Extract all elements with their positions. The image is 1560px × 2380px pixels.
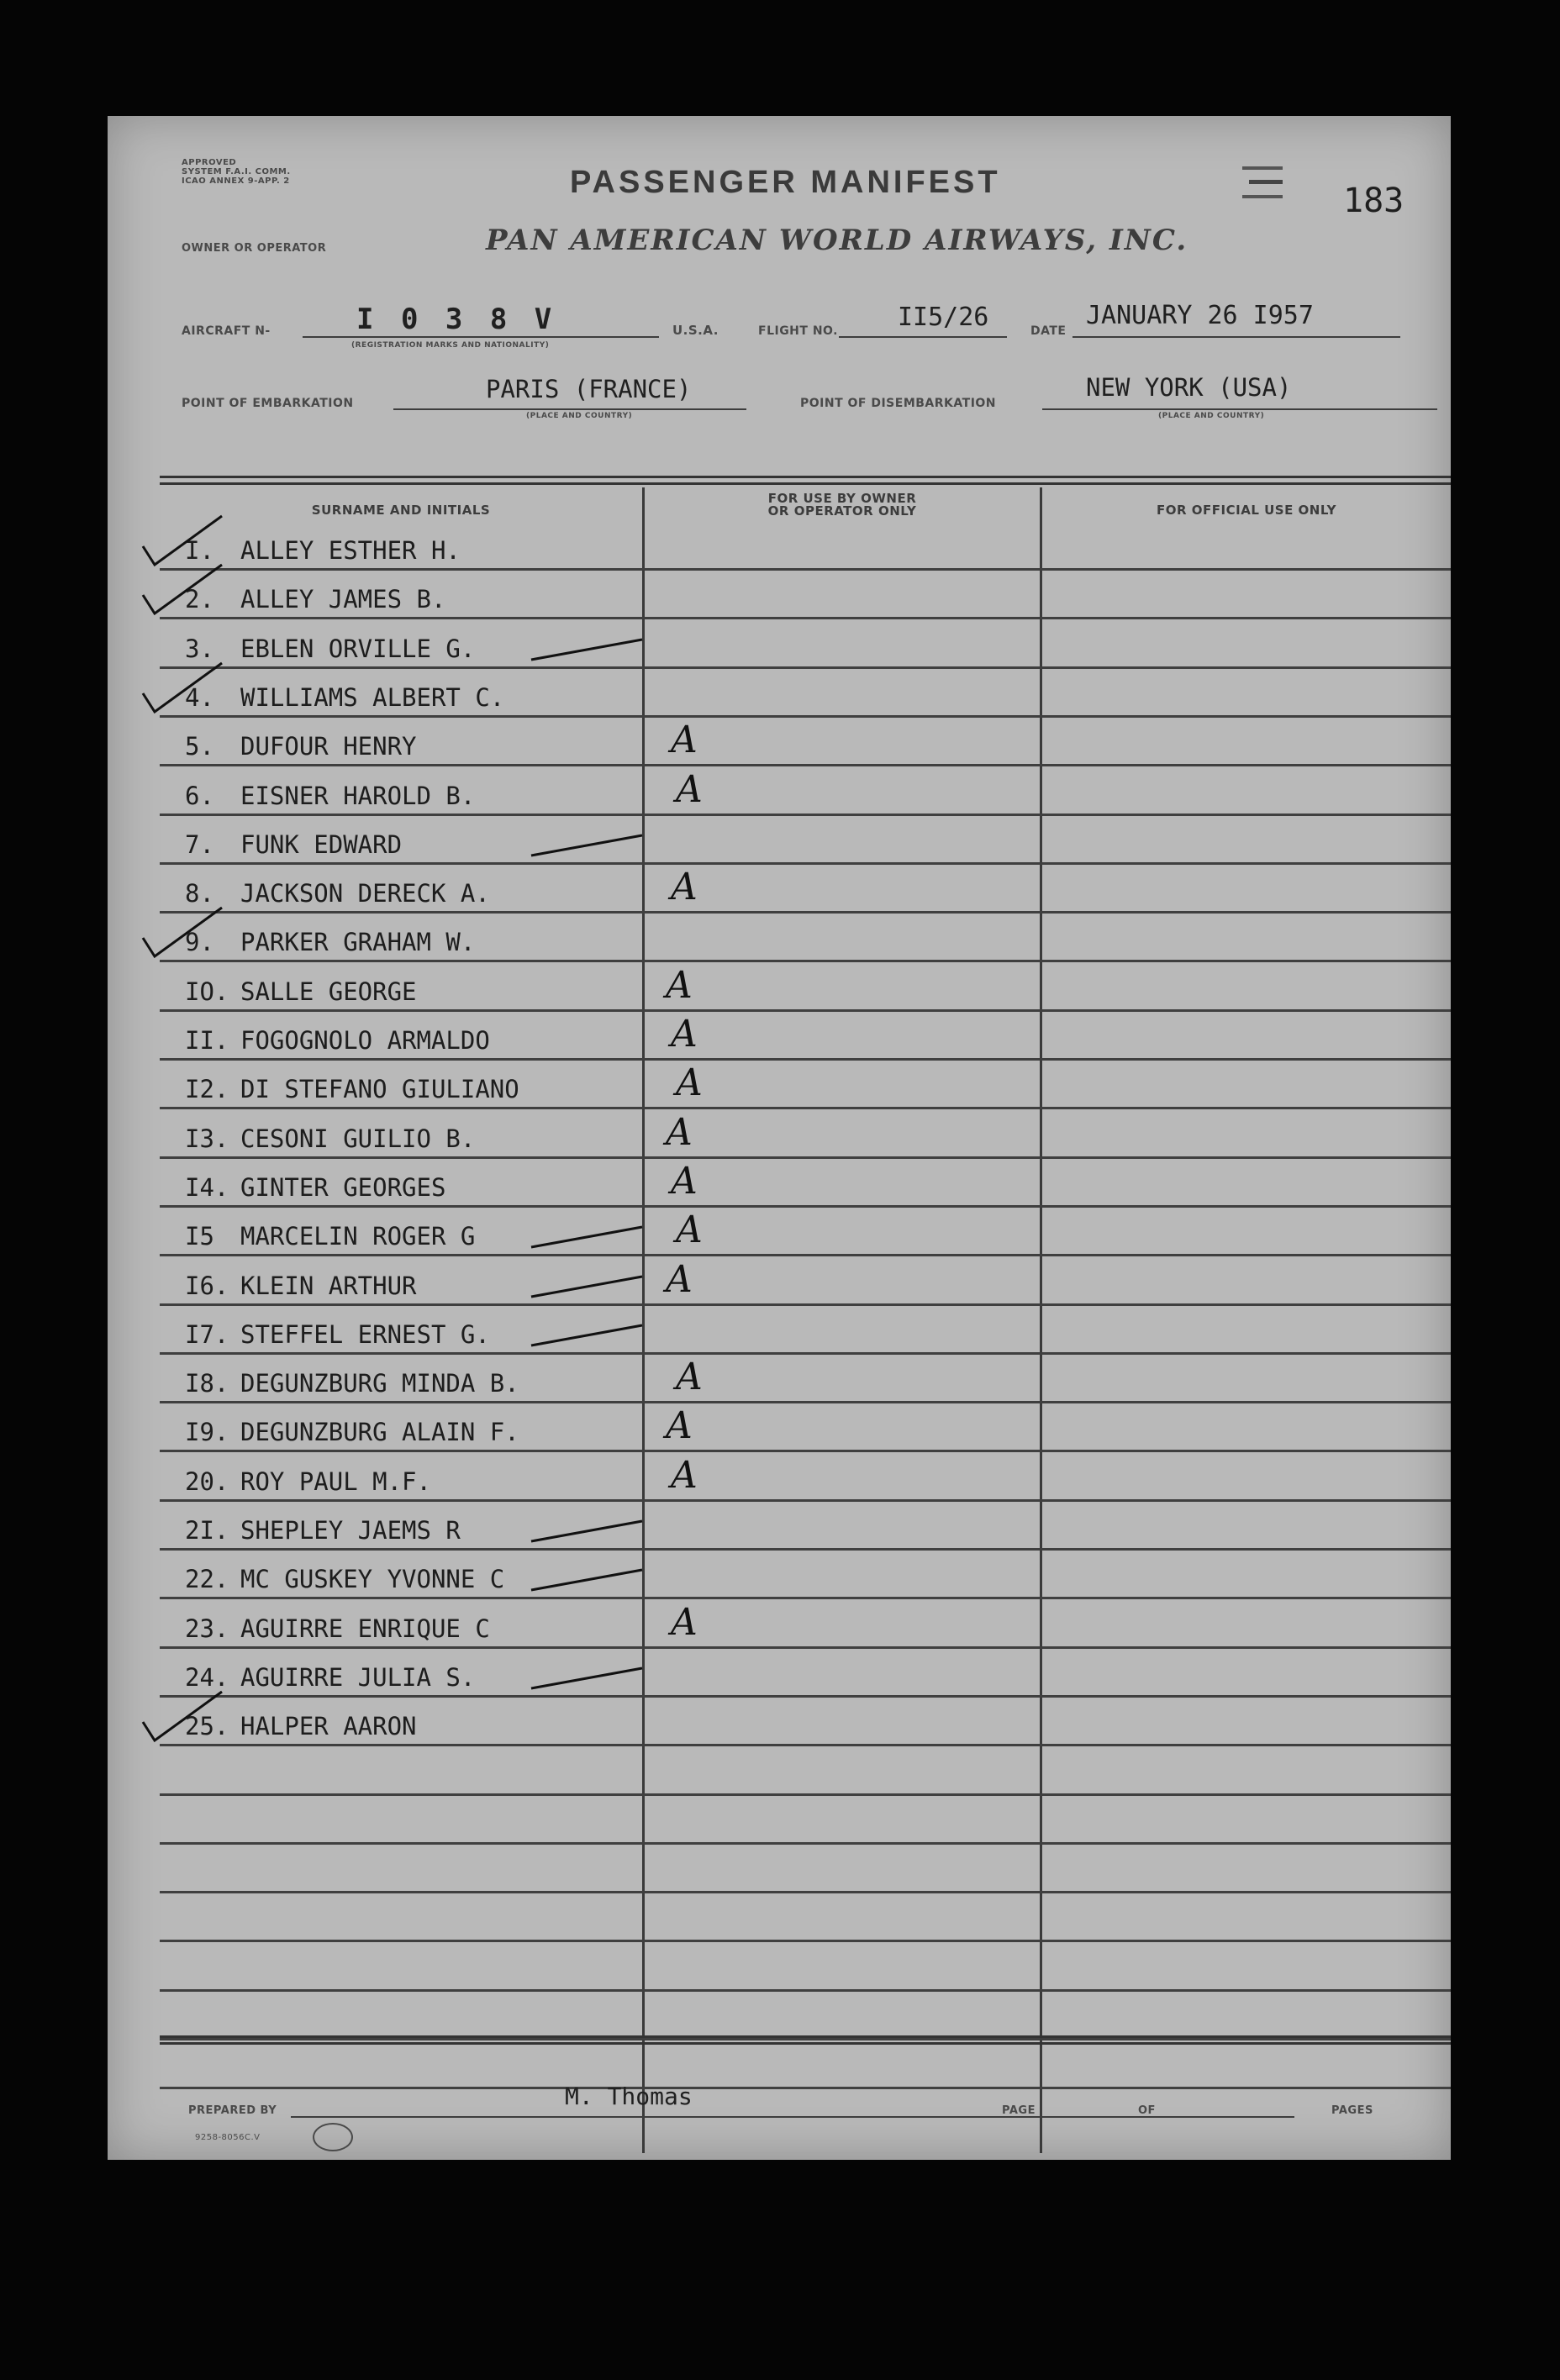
passenger-number: I6. (185, 1271, 229, 1300)
passenger-number: I. (185, 536, 214, 565)
passenger-name: DEGUNZBURG MINDA B. (240, 1369, 519, 1398)
passenger-name: WILLIAMS ALBERT C. (240, 682, 505, 712)
passenger-name: DEGUNZBURG ALAIN F. (240, 1418, 519, 1447)
manifest-sheet (108, 116, 1451, 2160)
passenger-entry (185, 928, 475, 956)
passenger-entry (185, 1565, 504, 1593)
row-rule (160, 617, 1451, 619)
embarkation-caption: (PLACE AND COUNTRY) (526, 412, 633, 420)
check-mark-icon (141, 1688, 225, 1747)
passenger-number: I9. (185, 1418, 229, 1447)
disembarkation-caption: (PLACE AND COUNTRY) (1158, 412, 1265, 420)
approval-stamp (182, 158, 291, 186)
passenger-name: SALLE GEORGE (240, 977, 417, 1006)
passenger-entry (185, 782, 475, 810)
passenger-entry (185, 1663, 475, 1692)
page-number: 183 (1343, 182, 1405, 220)
date-value: JANUARY 26 I957 (1086, 301, 1314, 330)
passenger-number: IO. (185, 977, 229, 1006)
passenger-number: 20. (185, 1466, 229, 1496)
page-title: PASSENGER MANIFEST (570, 165, 1001, 200)
row-rule (160, 1156, 1451, 1159)
row-rule (160, 1646, 1451, 1649)
prepared-by-label: PREPARED BY (188, 2104, 277, 2117)
registration-caption: (REGISTRATION MARKS AND NATIONALITY) (351, 341, 550, 350)
handwritten-mark: A (671, 1013, 698, 1056)
handwritten-mark: A (671, 1159, 698, 1203)
passenger-entry (185, 1320, 490, 1349)
row-rule (160, 1058, 1451, 1061)
obscured-stamp (1242, 158, 1293, 202)
check-mark-icon (141, 660, 225, 719)
pen-stroke (528, 1268, 646, 1302)
handwritten-mark: A (671, 1453, 698, 1497)
row-rule (160, 1548, 1451, 1551)
handwritten-mark: A (666, 1257, 693, 1301)
row-rule (160, 1842, 1451, 1845)
passenger-entry (185, 977, 417, 1006)
date-label: DATE (1030, 324, 1067, 338)
row-rule (160, 666, 1451, 669)
flight-no-value: II5/26 (898, 303, 989, 332)
approval-line: ICAO ANNEX 9-APP. 2 (182, 176, 290, 186)
handwritten-mark: A (671, 1600, 698, 1644)
row-rule (160, 1989, 1451, 1992)
passenger-name: AGUIRRE JULIA S. (240, 1662, 476, 1692)
pen-stroke (528, 1317, 646, 1351)
passenger-number: I2. (185, 1075, 229, 1104)
row-rule (160, 1352, 1451, 1355)
col-header-official: FOR OFFICIAL USE ONLY (1157, 503, 1336, 518)
passenger-number: I3. (185, 1124, 229, 1153)
passenger-entry (185, 683, 504, 712)
table-bottom-rule (160, 2035, 1451, 2038)
passenger-entry (185, 1075, 519, 1103)
check-mark-icon (141, 561, 225, 620)
row-rule (160, 911, 1451, 914)
passenger-entry (185, 1614, 490, 1643)
passenger-number: 23. (185, 1614, 229, 1643)
row-rule (160, 862, 1451, 865)
pen-stroke (528, 1219, 646, 1252)
passenger-name: HALPER AARON (240, 1712, 417, 1741)
handwritten-mark: A (676, 1356, 703, 1399)
row-rule (160, 1107, 1451, 1109)
row-rule (160, 2087, 1451, 2089)
check-mark-icon (141, 904, 225, 963)
passenger-entry (185, 732, 417, 761)
passenger-number: 3. (185, 634, 214, 663)
row-rule (160, 1303, 1451, 1306)
passenger-entry (185, 1222, 475, 1251)
handwritten-mark: A (666, 1110, 693, 1154)
passenger-name: CESONI GUILIO B. (240, 1124, 476, 1153)
page-label: PAGE (1002, 2104, 1036, 2117)
usa-label: U.S.A. (672, 323, 719, 338)
union-label-icon (313, 2123, 353, 2151)
passenger-entry (185, 1026, 490, 1055)
passenger-name: ALLEY ESTHER H. (240, 536, 461, 565)
handwritten-mark: A (671, 866, 698, 909)
column-divider (1040, 487, 1042, 2153)
passenger-name: DI STEFANO GIULIANO (240, 1075, 519, 1104)
handwritten-mark: A (671, 719, 698, 762)
row-rule (160, 1940, 1451, 1942)
passenger-number: 4. (185, 682, 214, 712)
passenger-name: SHEPLEY JAEMS R (240, 1516, 461, 1545)
table-top-rule (160, 482, 1451, 485)
row-rule (160, 1695, 1451, 1698)
embarkation-label: POINT OF EMBARKATION (182, 397, 354, 410)
handwritten-mark: A (676, 1061, 703, 1105)
table-bottom-rule (160, 2042, 1451, 2045)
passenger-number: 25. (185, 1712, 229, 1741)
passenger-name: ROY PAUL M.F. (240, 1466, 431, 1496)
disembarkation-label: POINT OF DISEMBARKATION (800, 397, 997, 410)
passenger-name: FUNK EDWARD (240, 829, 403, 859)
handwritten-mark: A (666, 963, 693, 1007)
row-rule (160, 1744, 1451, 1746)
flight-no-label: FLIGHT NO. (758, 324, 838, 338)
passenger-number: 9. (185, 928, 214, 957)
passenger-number: 2. (185, 585, 214, 614)
handwritten-mark: A (676, 767, 703, 811)
passenger-entry (185, 1418, 519, 1446)
aircraft-value: I 0 3 8 V (356, 303, 557, 336)
passenger-number: 5. (185, 732, 214, 761)
row-rule (160, 1450, 1451, 1452)
passenger-entry (185, 634, 475, 663)
table-top-rule (160, 476, 1451, 478)
pages-label: PAGES (1331, 2104, 1373, 2117)
row-rule (160, 1254, 1451, 1256)
passenger-number: I4. (185, 1172, 229, 1202)
row-rule (160, 715, 1451, 718)
passenger-number: 6. (185, 781, 214, 810)
aircraft-label: AIRCRAFT N- (182, 324, 271, 338)
row-rule (160, 1793, 1451, 1796)
passenger-entry (185, 1173, 445, 1202)
passenger-entry (185, 1369, 519, 1398)
passenger-name: STEFFEL ERNEST G. (240, 1319, 490, 1349)
passenger-name: JACKSON DERECK A. (240, 879, 490, 908)
passenger-name: DUFOUR HENRY (240, 732, 417, 761)
row-rule (160, 814, 1451, 816)
passenger-name: GINTER GEORGES (240, 1172, 446, 1202)
passenger-name: MC GUSKEY YVONNE C (240, 1565, 505, 1594)
prepared-by-value: M. Thomas (565, 2082, 693, 2110)
col-header-owner (645, 492, 1040, 518)
passenger-number: I8. (185, 1369, 229, 1398)
passenger-name: ALLEY JAMES B. (240, 585, 446, 614)
passenger-name: PARKER GRAHAM W. (240, 928, 476, 957)
embarkation-value: PARIS (FRANCE) (486, 375, 692, 403)
passenger-number: 24. (185, 1662, 229, 1692)
row-rule (160, 1891, 1451, 1893)
passenger-entry (185, 1467, 431, 1496)
passenger-number: 22. (185, 1565, 229, 1594)
row-rule (160, 1401, 1451, 1403)
passenger-entry (185, 830, 402, 859)
passenger-number: 8. (185, 879, 214, 908)
passenger-entry (185, 536, 461, 565)
passenger-number: 2I. (185, 1516, 229, 1545)
passenger-name: FOGOGNOLO ARMALDO (240, 1026, 490, 1055)
pen-stroke (528, 1513, 646, 1546)
handwritten-mark: A (676, 1208, 703, 1252)
passenger-entry (185, 1272, 417, 1300)
passenger-number: I5 (185, 1222, 214, 1251)
passenger-number: II. (185, 1026, 229, 1055)
passenger-name: MARCELIN ROGER G (240, 1222, 476, 1251)
passenger-name: KLEIN ARTHUR (240, 1271, 417, 1300)
row-rule (160, 1009, 1451, 1012)
row-rule (160, 1597, 1451, 1599)
pen-stroke (528, 1660, 646, 1693)
col-header-surname: SURNAME AND INITIALS (311, 503, 491, 518)
handwritten-mark: A (666, 1404, 693, 1448)
row-rule (160, 1499, 1451, 1502)
form-code: 9258-8056C.V (195, 2133, 261, 2142)
row-rule (160, 960, 1451, 962)
approval-line: SYSTEM F.A.I. COMM. (182, 167, 291, 176)
pen-stroke (528, 1561, 646, 1595)
passenger-entry (185, 879, 490, 908)
row-rule (160, 764, 1451, 766)
approval-line: APPROVED (182, 158, 237, 167)
owner-label: OWNER OR OPERATOR (182, 242, 327, 255)
passenger-name: EISNER HAROLD B. (240, 781, 476, 810)
col-header-owner-line: FOR USE BY OWNER (767, 491, 917, 506)
passenger-name: AGUIRRE ENRIQUE C (240, 1614, 490, 1643)
row-rule (160, 568, 1451, 571)
passenger-entry (185, 1124, 475, 1153)
passenger-number: 7. (185, 829, 214, 859)
disembarkation-value: NEW YORK (USA) (1086, 373, 1292, 402)
pen-stroke (528, 631, 646, 665)
of-label: OF (1138, 2104, 1156, 2117)
passenger-number: I7. (185, 1319, 229, 1349)
col-header-owner-line: OR OPERATOR ONLY (767, 503, 917, 519)
airline-name: PAN AMERICAN WORLD AIRWAYS, INC. (486, 224, 1188, 257)
row-rule (160, 1205, 1451, 1208)
passenger-name: EBLEN ORVILLE G. (240, 634, 476, 663)
passenger-entry (185, 1516, 461, 1545)
pen-stroke (528, 827, 646, 861)
row-rule (160, 2038, 1451, 2040)
